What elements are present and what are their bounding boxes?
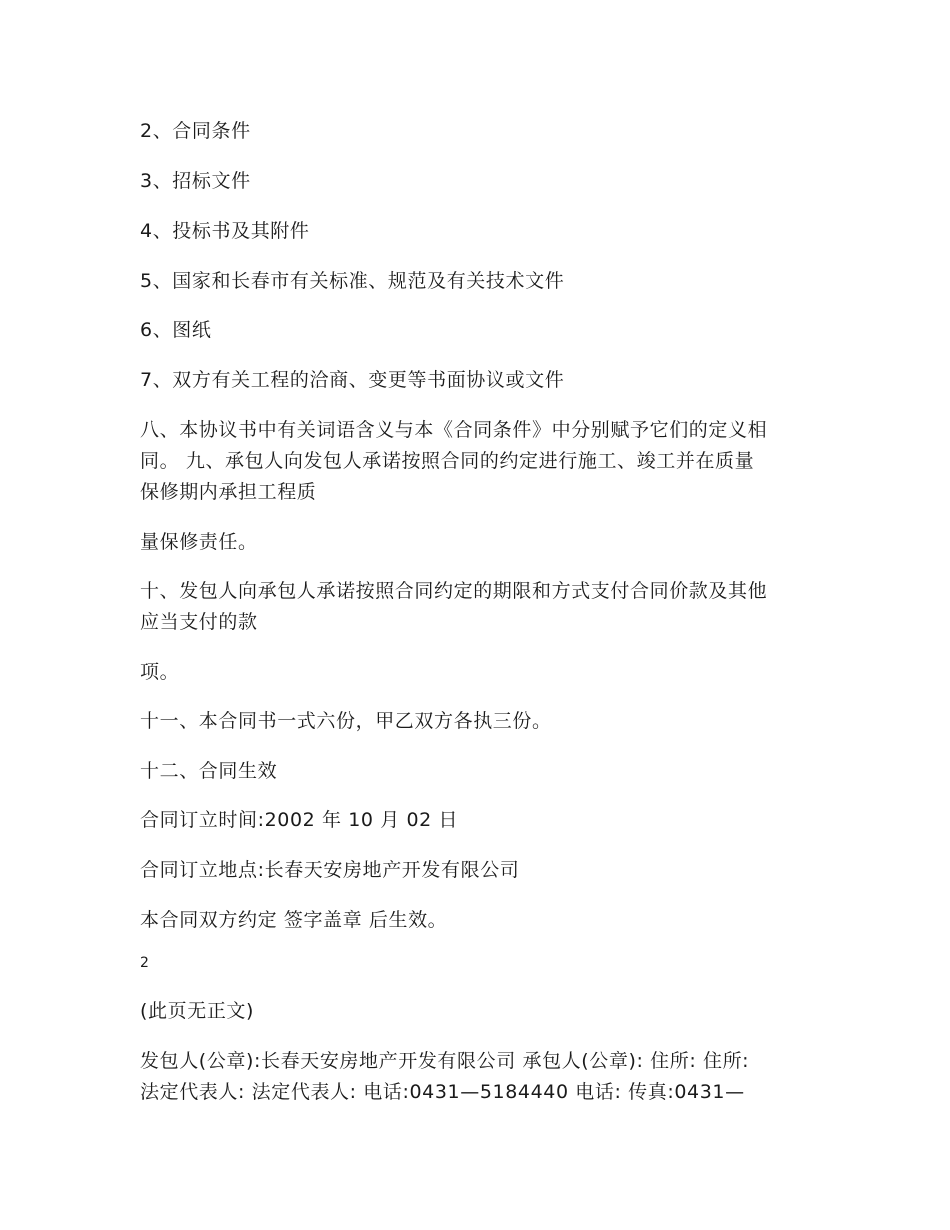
clause-8-line-1: 八、本协议书中有关词语含义与本《合同条件》中分别赋予它们的定义相: [140, 419, 768, 441]
list-item-agreements: 7、双方有关工程的洽商、变更等书面协议或文件: [140, 369, 565, 391]
list-item-contract-conditions: 2、合同条件: [140, 120, 251, 142]
list-item-drawings: 6、图纸: [140, 319, 212, 341]
clause-12: 十二、合同生效: [140, 760, 278, 782]
parties-line-1: 发包人(公章):长春天安房地产开发有限公司 承包人(公章): 住所: 住所:: [140, 1050, 750, 1072]
clause-11: 十一、本合同书一式六份，甲乙双方各执三份。: [140, 710, 552, 732]
signing-date: 合同订立时间:2002 年 10 月 02 日: [140, 809, 459, 831]
clause-10-line-1: 十、发包人向承包人承诺按照合同约定的期限和方式支付合同价款及其他: [140, 580, 768, 602]
signing-place: 合同订立地点:长春天安房地产开发有限公司: [140, 859, 520, 881]
clause-10-continuation: 项。: [140, 661, 180, 683]
page-number: 2: [140, 955, 149, 971]
clause-8-line-2: 同。 九、承包人向发包人承诺按照合同的约定进行施工、竣工并在质量: [140, 450, 755, 472]
list-item-tender-documents: 3、招标文件: [140, 170, 251, 192]
clause-9-continuation: 量保修责任。: [140, 531, 258, 553]
no-text-note: (此页无正文): [140, 1000, 255, 1022]
clause-10-line-2: 应当支付的款: [140, 611, 258, 633]
list-item-standards: 5、国家和长春市有关标准、规范及有关技术文件: [140, 270, 565, 292]
parties-line-2: 法定代表人: 法定代表人: 电话:0431—5184440 电话: 传真:0431—: [140, 1081, 745, 1103]
clause-9-line-3: 保修期内承担工程质: [140, 481, 317, 503]
effective-clause: 本合同双方约定 签字盖章 后生效。: [140, 909, 448, 931]
list-item-bid-and-attachments: 4、投标书及其附件: [140, 220, 310, 242]
